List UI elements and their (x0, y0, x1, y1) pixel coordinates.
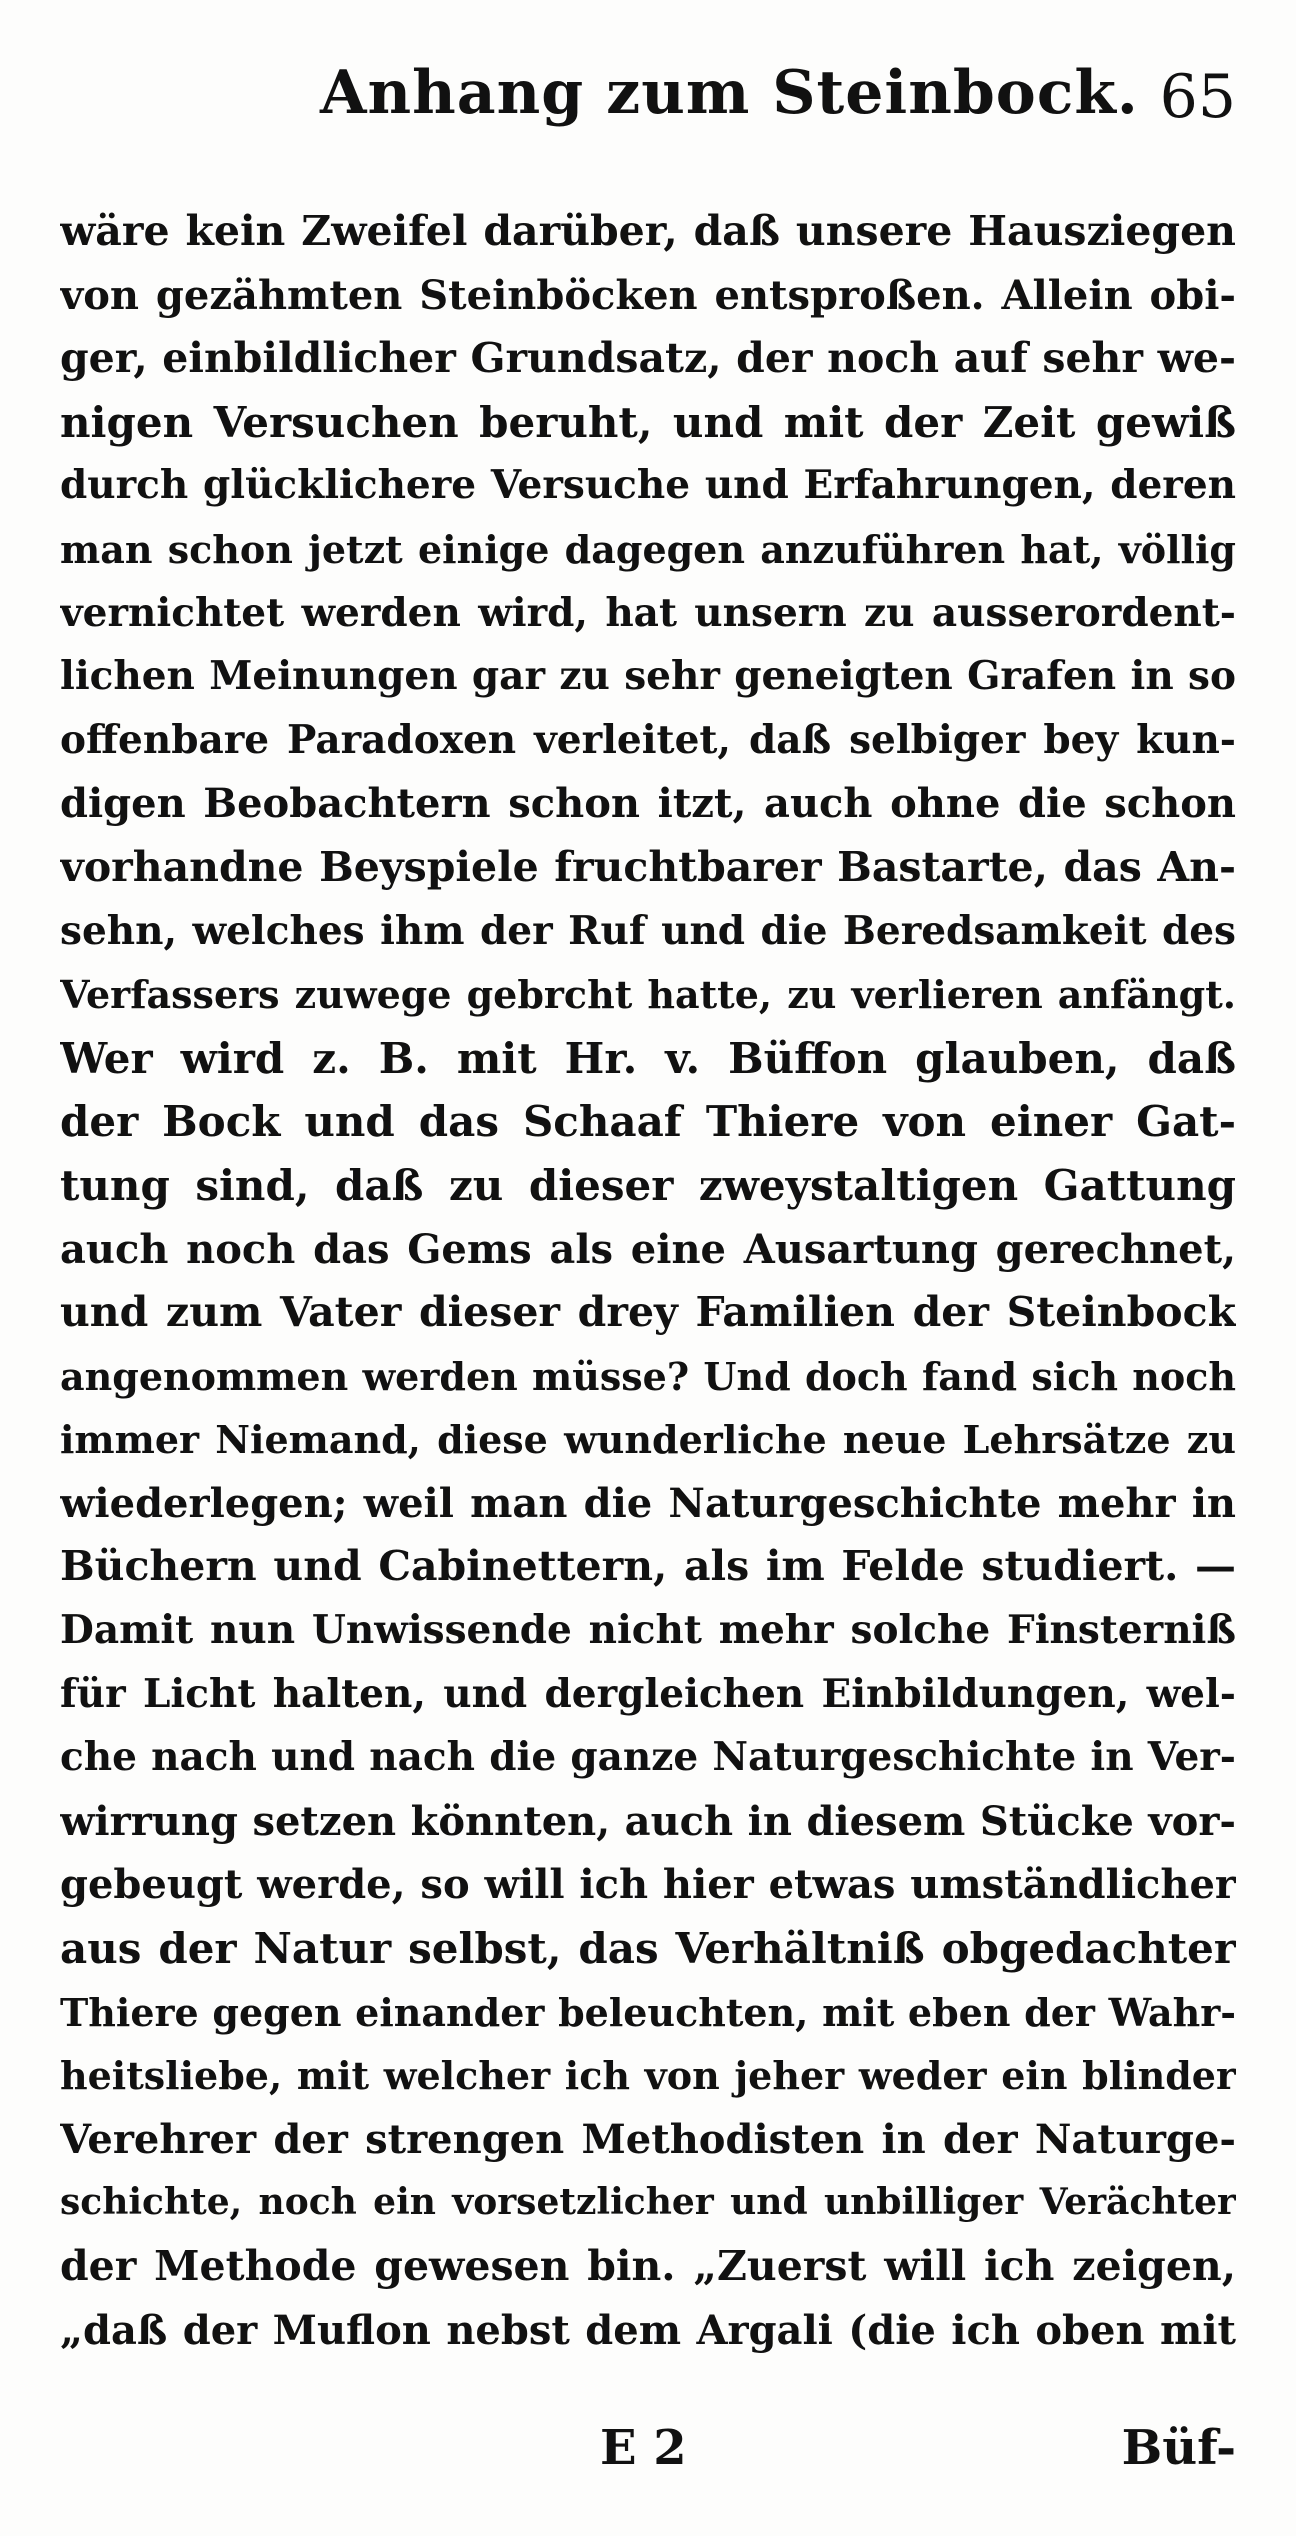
text-line: der Bock und das Schaaf Thiere von einer Gat- (60, 1097, 1236, 1147)
text-line: Damit nun Unwissende nicht mehr solche Finsterniß (60, 1607, 1236, 1654)
text-line: von gezähmten Steinböcken entsproßen. Allein obi- (60, 271, 1236, 319)
text-line: wiederlegen; weil man die Naturgeschichte mehr in (60, 1479, 1236, 1527)
page-number: 65 (1159, 62, 1236, 132)
text-line: durch glücklichere Versuche und Erfahrungen, deren (60, 462, 1236, 509)
text-line: vernichtet werden wird, hat unsern zu ausserordent- (60, 589, 1236, 636)
text-line: Büchern und Cabinettern, als im Felde studiert. — (60, 1542, 1236, 1591)
text-line: man schon jetzt einige dagegen anzuführen hat, völlig (60, 526, 1236, 572)
text-line: heitsliebe, mit welcher ich von jeher weder ein blinder (60, 2053, 1236, 2099)
text-line: nigen Versuchen beruht, und mit der Zeit gewiß (60, 397, 1236, 447)
text-line: auch noch das Gems als eine Ausartung gerechnet, (60, 1225, 1236, 1273)
text-line: wäre kein Zweifel darüber, daß unsere Hausziegen (60, 207, 1236, 255)
text-line: Wer wird z. B. mit Hr. v. Büffon glauben, daß (60, 1033, 1236, 1083)
text-line: Verehrer der strengen Methodisten in der Naturge- (60, 2115, 1236, 2163)
text-line: und zum Vater dieser drey Familien der Steinbock (60, 1288, 1236, 1337)
text-line: lichen Meinungen gar zu sehr geneigten Grafen in so (60, 653, 1236, 700)
text-line: tung sind, daß zu dieser zweystaltigen Gattung (60, 1160, 1236, 1210)
page-footer (60, 2420, 1236, 2500)
text-line: „daß der Muflon nebst dem Argali (die ich oben mit (60, 2306, 1236, 2354)
text-line: aus der Natur selbst, das Verhältniß obgedachter (60, 1924, 1236, 1974)
page-header (60, 58, 1236, 148)
text-line: Verfassers zuwege gebrcht hatte, zu verlieren anfängt. (60, 972, 1236, 1018)
text-line: schichte, noch ein vorsetzlicher und unbilliger Verächter (60, 2181, 1236, 2224)
text-line: vorhandne Beyspiele fruchtbarer Bastarte, das An- (60, 842, 1236, 891)
catchword: Büf- (1121, 2420, 1236, 2476)
body-text (60, 200, 1236, 2362)
running-head: Anhang zum Steinbock. (320, 58, 1139, 128)
text-line: angenommen werden müsse? Und doch fand sich noch (60, 1353, 1236, 1399)
text-line: gebeugt werde, so will ich hier etwas umständlicher (60, 1861, 1236, 1909)
text-line: Thiere gegen einander beleuchten, mit eben der Wahr- (60, 1989, 1236, 2035)
text-line: digen Beobachtern schon itzt, auch ohne die schon (60, 780, 1236, 828)
text-line: wirrung setzen könnten, auch in diesem Stücke vor- (60, 1797, 1236, 1845)
text-line: sehn, welches ihm der Ruf und die Beredsamkeit des (60, 907, 1236, 954)
text-line: für Licht halten, und dergleichen Einbildungen, wel- (60, 1670, 1236, 1717)
text-line: offenbare Paradoxen verleitet, daß selbiger bey kun- (60, 716, 1236, 763)
text-line: immer Niemand, diese wunderliche neue Lehrsätze zu (60, 1417, 1236, 1463)
text-line: ger, einbildlicher Grundsatz, der noch auf sehr we- (60, 334, 1236, 383)
text-line: che nach und nach die ganze Naturgeschichte in Ver- (60, 1734, 1236, 1781)
text-line: der Methode gewesen bin. „Zuerst will ich zeigen, (60, 2242, 1236, 2290)
signature-mark: E 2 (600, 2420, 687, 2476)
